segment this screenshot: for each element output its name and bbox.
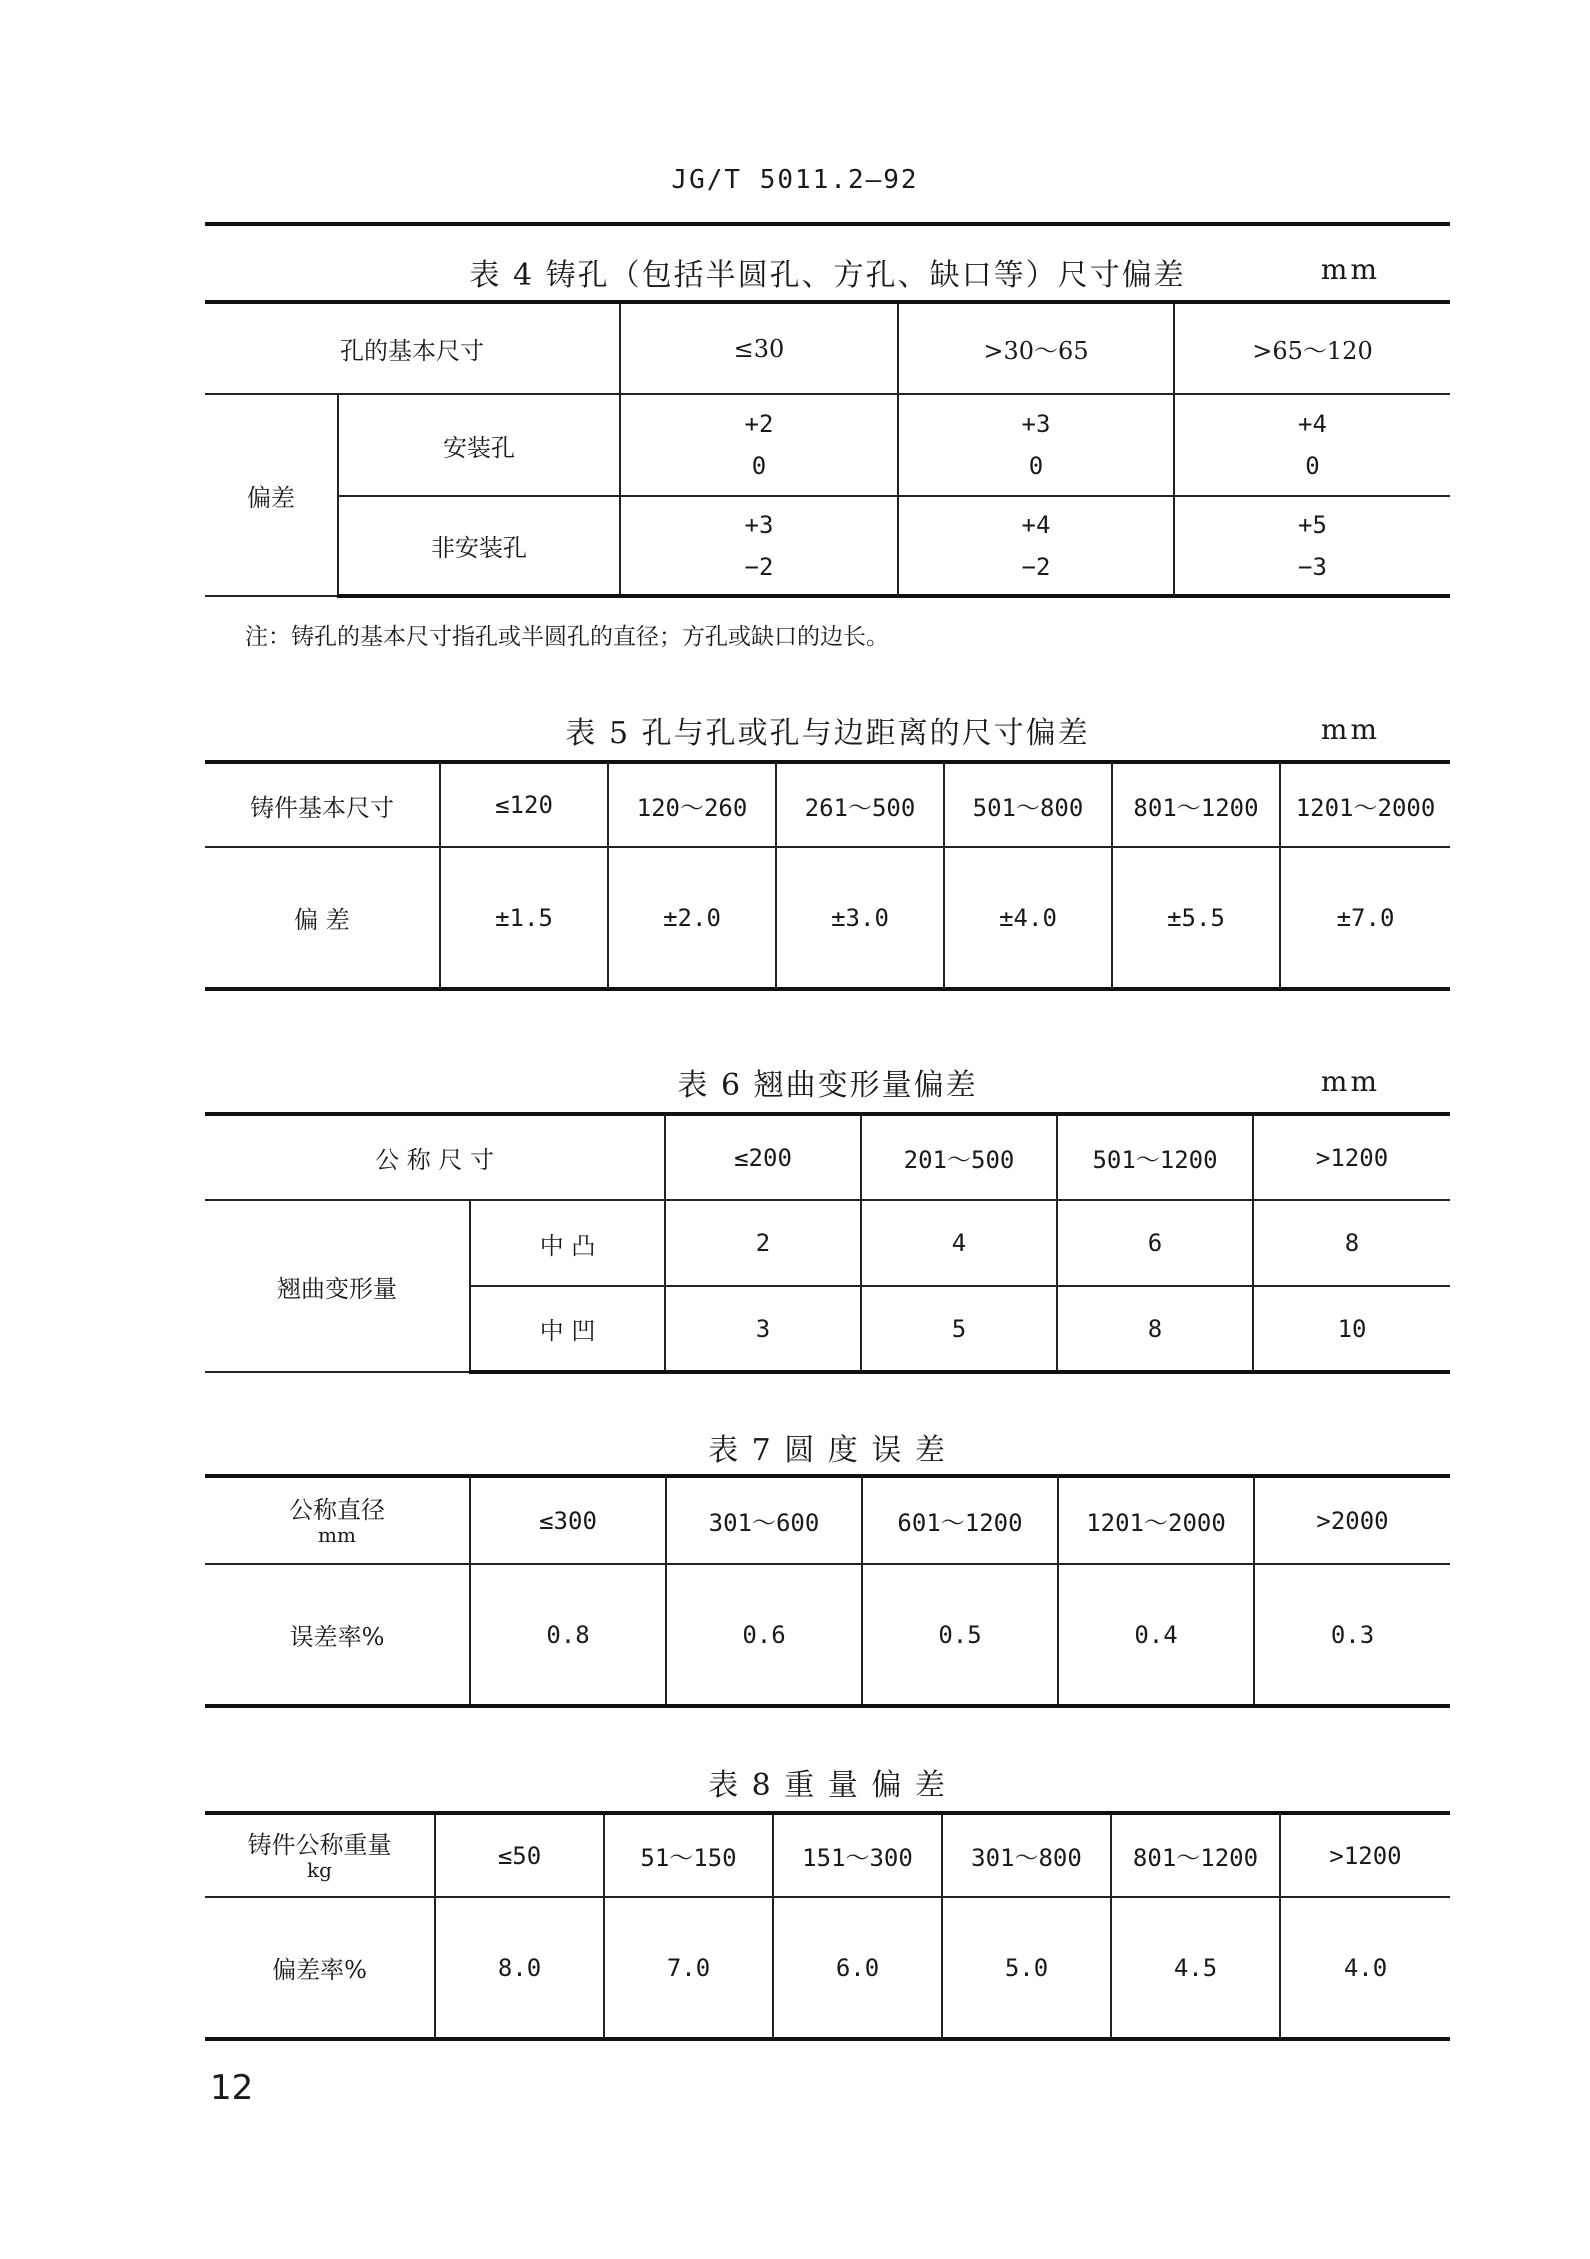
- table4-cell: +3 0: [898, 394, 1174, 496]
- table5-row-label: 偏 差: [205, 847, 440, 989]
- table8-head: 801～1200: [1111, 1813, 1280, 1897]
- table8-head: 301～800: [942, 1813, 1111, 1897]
- table4-cell: +2 0: [620, 394, 898, 496]
- table8-row-label: 偏差率%: [205, 1897, 435, 2039]
- table5-head: 铸件基本尺寸: [205, 762, 440, 847]
- table4: [205, 300, 1450, 598]
- table8-cell: 4.0: [1280, 1897, 1450, 2039]
- table4-cell: +5 −3: [1174, 496, 1450, 596]
- standard-header: JG/T 5011.2—92: [671, 165, 919, 195]
- table5-cell: ±1.5: [440, 847, 608, 989]
- table7-head: ≤300: [470, 1476, 666, 1564]
- table6-head: >1200: [1253, 1114, 1450, 1200]
- table6-cell: 8: [1253, 1200, 1450, 1286]
- table4-head-3: >65～120: [1174, 302, 1450, 394]
- table7-cell: 0.6: [666, 1564, 862, 1706]
- table4-row-label: 非安装孔: [338, 496, 620, 596]
- table7-caption: 表 7 圆 度 误 差: [708, 1433, 947, 1468]
- table6-cell: 8: [1057, 1286, 1253, 1372]
- table7: [205, 1474, 1450, 1708]
- table7-cell: 0.4: [1058, 1564, 1254, 1706]
- table4-row-label: 安装孔: [338, 394, 620, 496]
- table7-head-label: 公称直径 mm: [205, 1476, 470, 1564]
- table5-cell: ±7.0: [1280, 847, 1450, 989]
- table7-cell: 0.3: [1254, 1564, 1450, 1706]
- table8-cell: 4.5: [1111, 1897, 1280, 2039]
- table5-head: ≤120: [440, 762, 608, 847]
- table6-cell: 10: [1253, 1286, 1450, 1372]
- table5-head: 261～500: [776, 762, 944, 847]
- table4-cell: +4 0: [1174, 394, 1450, 496]
- table8-cell: 5.0: [942, 1897, 1111, 2039]
- table5-head: 120～260: [608, 762, 776, 847]
- table4-group-label: 偏差: [205, 394, 338, 596]
- table8: [205, 1811, 1450, 2041]
- table6-head: ≤200: [665, 1114, 861, 1200]
- table5-caption: 表 5 孔与孔或孔与边距离的尺寸偏差: [565, 716, 1090, 751]
- table6-cell: 5: [861, 1286, 1057, 1372]
- page-number: 12: [210, 2068, 254, 2108]
- table6-row-label: 中 凹: [470, 1286, 665, 1372]
- table7-cell: 0.5: [862, 1564, 1058, 1706]
- header-rule: [205, 222, 1450, 226]
- table5-cell: ±4.0: [944, 847, 1112, 989]
- table8-head-label: 铸件公称重量 kg: [205, 1813, 435, 1897]
- table8-head-unit: kg: [307, 1857, 332, 1882]
- table7-head: 1201～2000: [1058, 1476, 1254, 1564]
- table8-cell: 8.0: [435, 1897, 604, 2039]
- table5-cell: ±5.5: [1112, 847, 1280, 989]
- table5-head: 501～800: [944, 762, 1112, 847]
- table6-caption: 表 6 翘曲变形量偏差: [677, 1068, 978, 1103]
- table5-head: 801～1200: [1112, 762, 1280, 847]
- table6: [205, 1112, 1450, 1374]
- table8-head: >1200: [1280, 1813, 1450, 1897]
- table6-unit: mm: [1320, 1065, 1380, 1098]
- table6-cell: 6: [1057, 1200, 1253, 1286]
- table8-head: 151～300: [773, 1813, 942, 1897]
- table7-row-label: 误差率%: [205, 1564, 470, 1706]
- table6-head: 201～500: [861, 1114, 1057, 1200]
- table6-cell: 4: [861, 1200, 1057, 1286]
- table8-cell: 6.0: [773, 1897, 942, 2039]
- table6-group-label: 翘曲变形量: [205, 1200, 470, 1372]
- table6-row-label: 中 凸: [470, 1200, 665, 1286]
- table7-head: 601～1200: [862, 1476, 1058, 1564]
- table6-head: 501～1200: [1057, 1114, 1253, 1200]
- table6-cell: 3: [665, 1286, 861, 1372]
- table8-head: ≤50: [435, 1813, 604, 1897]
- table7-head: 301～600: [666, 1476, 862, 1564]
- table6-head: 公 称 尺 寸: [205, 1114, 665, 1200]
- table5-cell: ±2.0: [608, 847, 776, 989]
- table7-head-unit: mm: [318, 1522, 356, 1547]
- table7-head: >2000: [1254, 1476, 1450, 1564]
- table4-cell: +4 −2: [898, 496, 1174, 596]
- table4-note: 注：铸孔的基本尺寸指孔或半圆孔的直径；方孔或缺口的边长。: [245, 624, 889, 650]
- table7-cell: 0.8: [470, 1564, 666, 1706]
- table4-unit: mm: [1320, 253, 1380, 286]
- table6-cell: 2: [665, 1200, 861, 1286]
- table4-cell: +3 −2: [620, 496, 898, 596]
- table5-cell: ±3.0: [776, 847, 944, 989]
- table4-head-2: >30～65: [898, 302, 1174, 394]
- table4-head-0: 孔的基本尺寸: [205, 302, 620, 394]
- table5-head: 1201～2000: [1280, 762, 1450, 847]
- table8-caption: 表 8 重 量 偏 差: [708, 1768, 947, 1803]
- table8-head: 51～150: [604, 1813, 773, 1897]
- table4-head-1: ≤30: [620, 302, 898, 394]
- table5-unit: mm: [1320, 713, 1380, 746]
- table8-cell: 7.0: [604, 1897, 773, 2039]
- table4-caption: 表 4 铸孔（包括半圆孔、方孔、缺口等）尺寸偏差: [469, 258, 1186, 293]
- table5: [205, 760, 1450, 991]
